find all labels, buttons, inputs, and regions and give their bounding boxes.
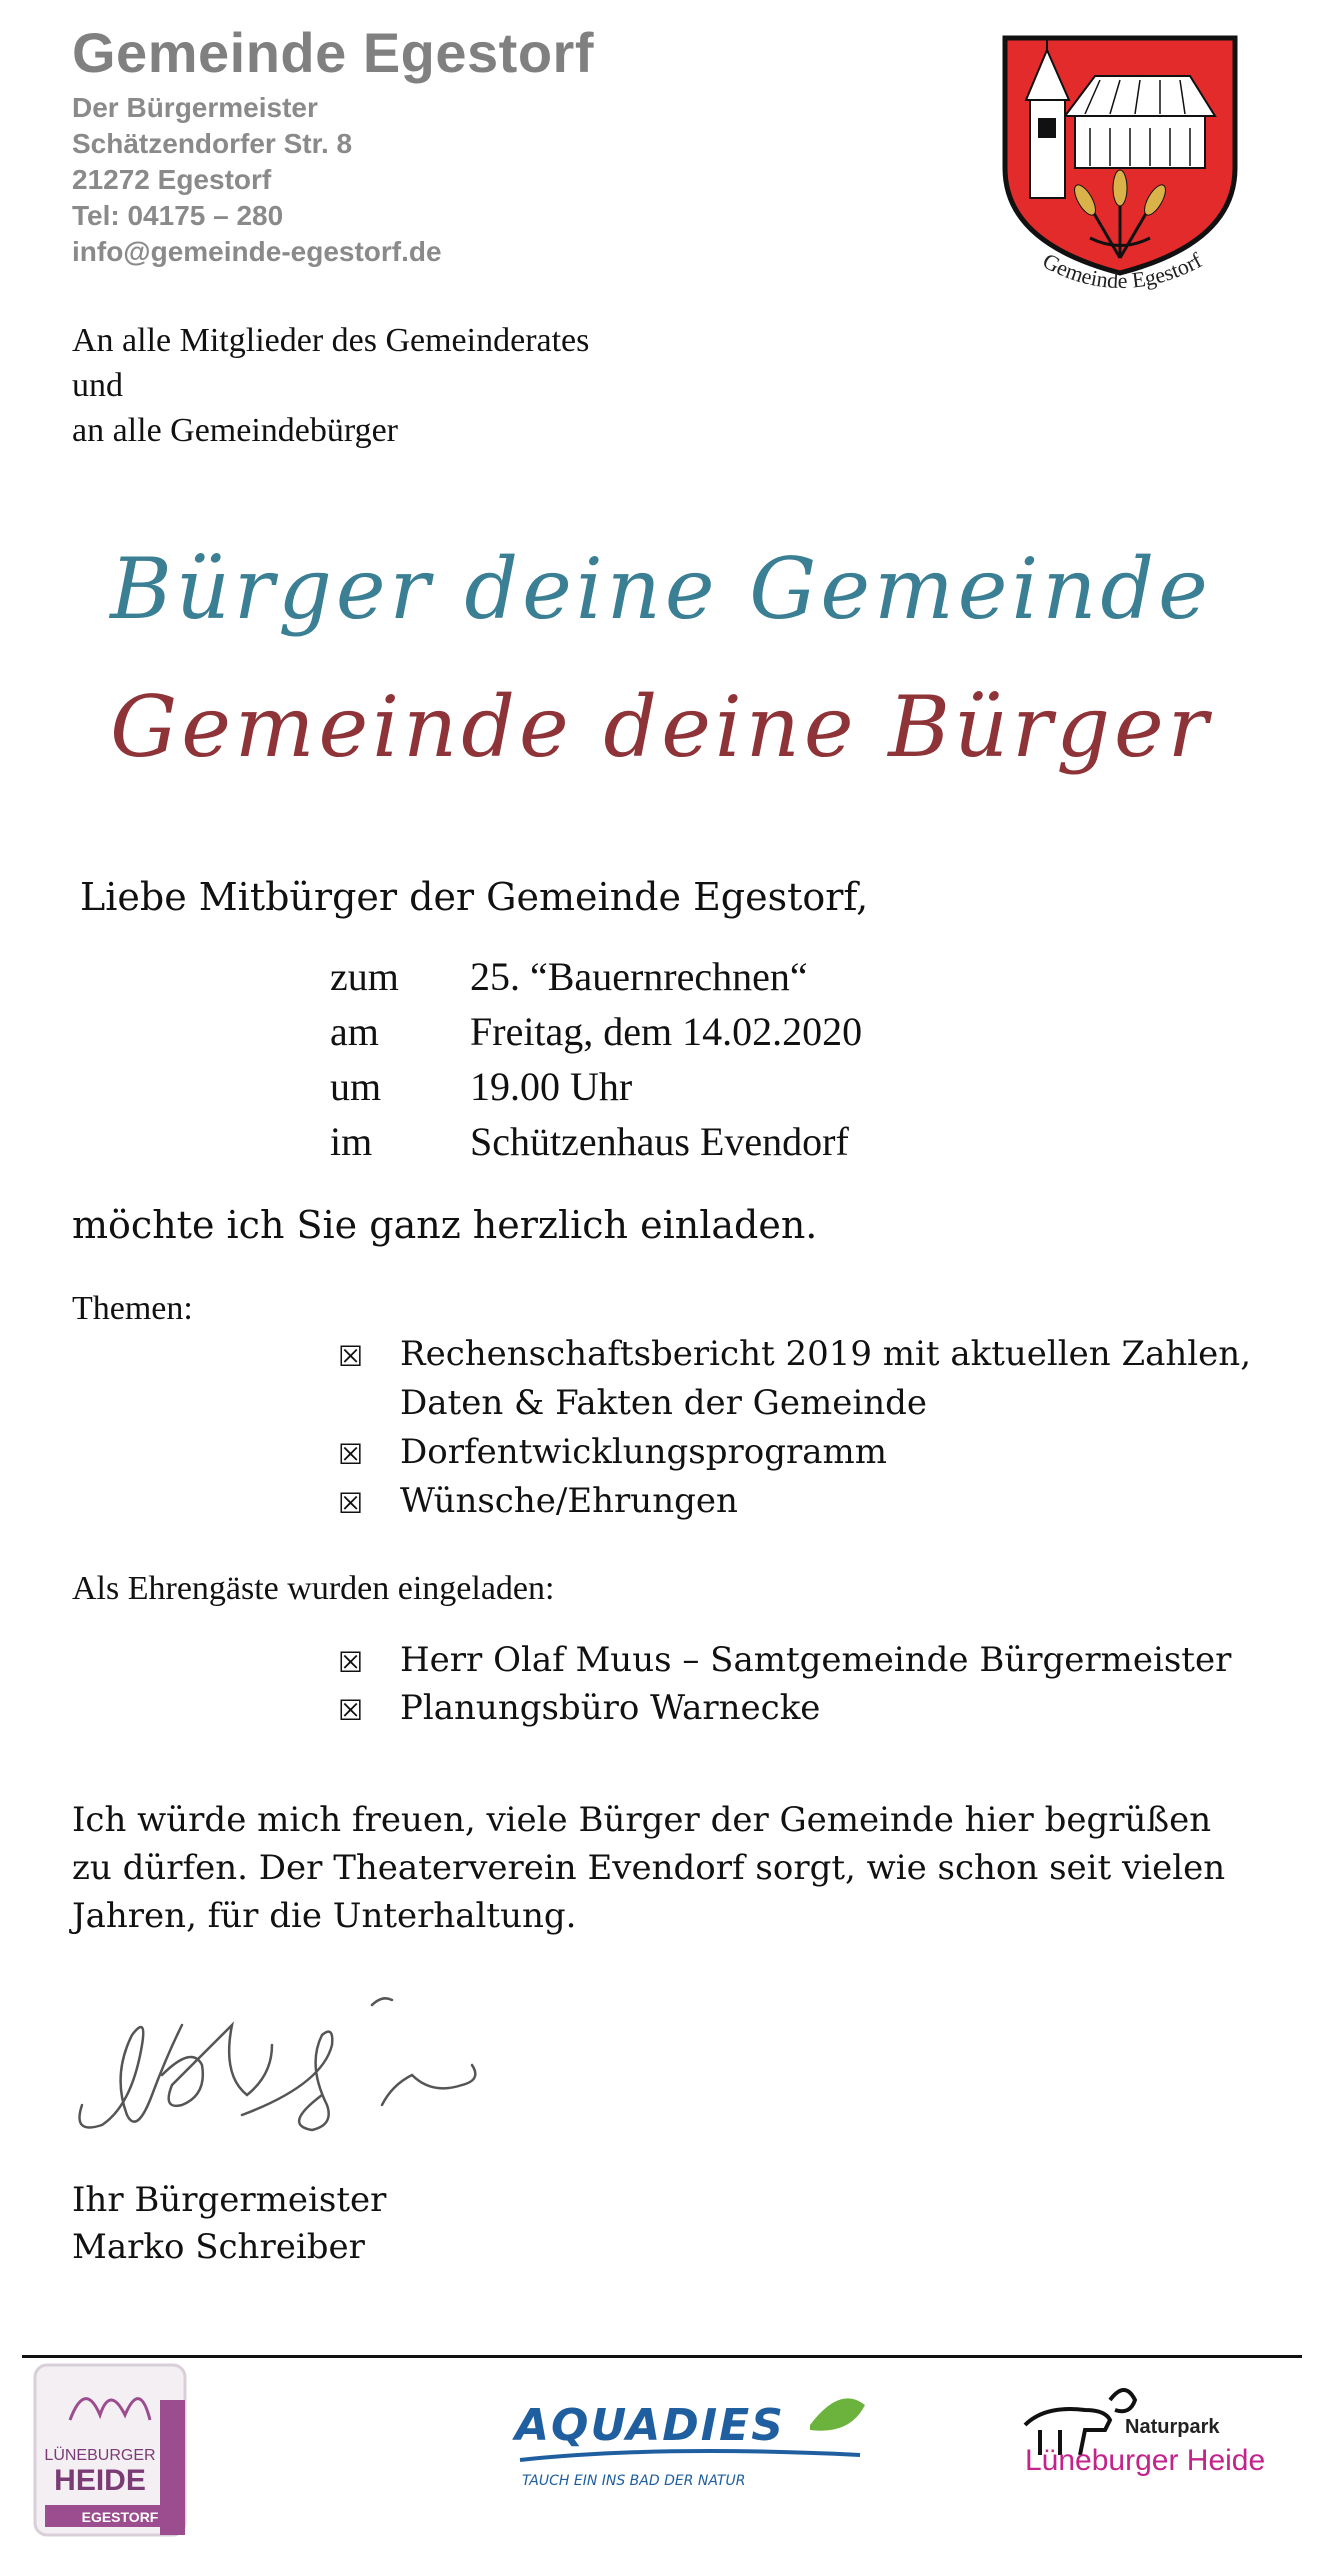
handwritten-signature bbox=[72, 1985, 492, 2155]
crest-label: Gemeinde Egestorf bbox=[1038, 247, 1206, 294]
address-line: 21272 Egestorf bbox=[72, 164, 272, 195]
naturpark-lueneburger-heide-logo bbox=[1015, 2375, 1295, 2485]
event-value: 25. “Bauernrechnen“ bbox=[470, 954, 808, 999]
municipal-crest-icon bbox=[990, 28, 1250, 308]
heide-line3: EGESTORF bbox=[81, 2509, 159, 2525]
guest-item: Planungsbüro Warnecke bbox=[400, 1688, 821, 1728]
guests-label: Als Ehrengäste wurden eingeladen: bbox=[72, 1570, 555, 1607]
naturpark-line1: Naturpark bbox=[1125, 2416, 1220, 2438]
recipient-line: An alle Mitglieder des Gemeinderates bbox=[72, 322, 590, 359]
event-label: am bbox=[330, 1009, 379, 1054]
closing-line: zu dürfen. Der Theaterverein Evendorf sorgt, wie schon seit vielen bbox=[72, 1848, 1226, 1888]
address-line: Der Bürgermeister bbox=[72, 92, 318, 123]
checkbox-bullet-icon: ☒ bbox=[338, 1646, 364, 1679]
signoff-name: Marko Schreiber bbox=[72, 2227, 365, 2267]
topic-item: Dorfentwicklungsprogramm bbox=[400, 1432, 888, 1472]
aquadies-wordmark: AQUADIES bbox=[515, 2400, 785, 2451]
address-line: Schätzendorfer Str. 8 bbox=[72, 128, 353, 159]
org-name: Gemeinde Egestorf bbox=[72, 21, 594, 84]
topics-label: Themen: bbox=[72, 1290, 193, 1327]
topic-item-continued: Daten & Fakten der Gemeinde bbox=[400, 1383, 927, 1423]
slogan-line-1: Bürger deine Gemeinde bbox=[110, 540, 1212, 638]
greeting: Liebe Mitbürger der Gemeinde Egestorf, bbox=[80, 875, 869, 919]
lueneburger-heide-egestorf-logo bbox=[30, 2360, 190, 2540]
topic-item: Wünsche/Ehrungen bbox=[400, 1481, 738, 1521]
phone-line: Tel: 04175 – 280 bbox=[72, 200, 284, 231]
recipient-line: und bbox=[72, 367, 123, 404]
signoff-role: Ihr Bürgermeister bbox=[72, 2180, 387, 2220]
topic-item: Rechenschaftsbericht 2019 mit aktuellen Zahlen, bbox=[400, 1334, 1251, 1374]
aquadies-tagline: TAUCH EIN INS BAD DER NATUR bbox=[522, 2473, 746, 2489]
event-label: um bbox=[330, 1064, 382, 1109]
heide-line1: LÜNEBURGER bbox=[44, 2447, 156, 2464]
event-label: im bbox=[330, 1119, 373, 1164]
event-label: zum bbox=[330, 954, 399, 999]
closing-line: Ich würde mich freuen, viele Bürger der Gemeinde hier begrüßen bbox=[72, 1800, 1212, 1840]
heide-line2: HEIDE bbox=[54, 2464, 146, 2497]
event-value: Freitag, dem 14.02.2020 bbox=[470, 1009, 863, 1054]
event-value: Schützenhaus Evendorf bbox=[470, 1119, 849, 1164]
recipient-line: an alle Gemeindebürger bbox=[72, 412, 399, 449]
checkbox-bullet-icon: ☒ bbox=[338, 1694, 364, 1727]
slogan-line-2: Gemeinde deine Bürger bbox=[110, 678, 1212, 776]
aquadies-logo bbox=[510, 2385, 870, 2495]
checkbox-bullet-icon: ☒ bbox=[338, 1340, 364, 1373]
naturpark-line2: Lüneburger Heide bbox=[1025, 2444, 1266, 2477]
email-line: info@gemeinde-egestorf.de bbox=[72, 236, 442, 267]
invitation-text: möchte ich Sie ganz herzlich einladen. bbox=[72, 1203, 818, 1247]
event-value: 19.00 Uhr bbox=[470, 1064, 633, 1109]
checkbox-bullet-icon: ☒ bbox=[338, 1438, 364, 1471]
closing-line: Jahren, für die Unterhaltung. bbox=[72, 1896, 577, 1936]
footer-divider bbox=[22, 2355, 1302, 2358]
checkbox-bullet-icon: ☒ bbox=[338, 1487, 364, 1520]
guest-item: Herr Olaf Muus – Samtgemeinde Bürgermeister bbox=[400, 1640, 1232, 1680]
